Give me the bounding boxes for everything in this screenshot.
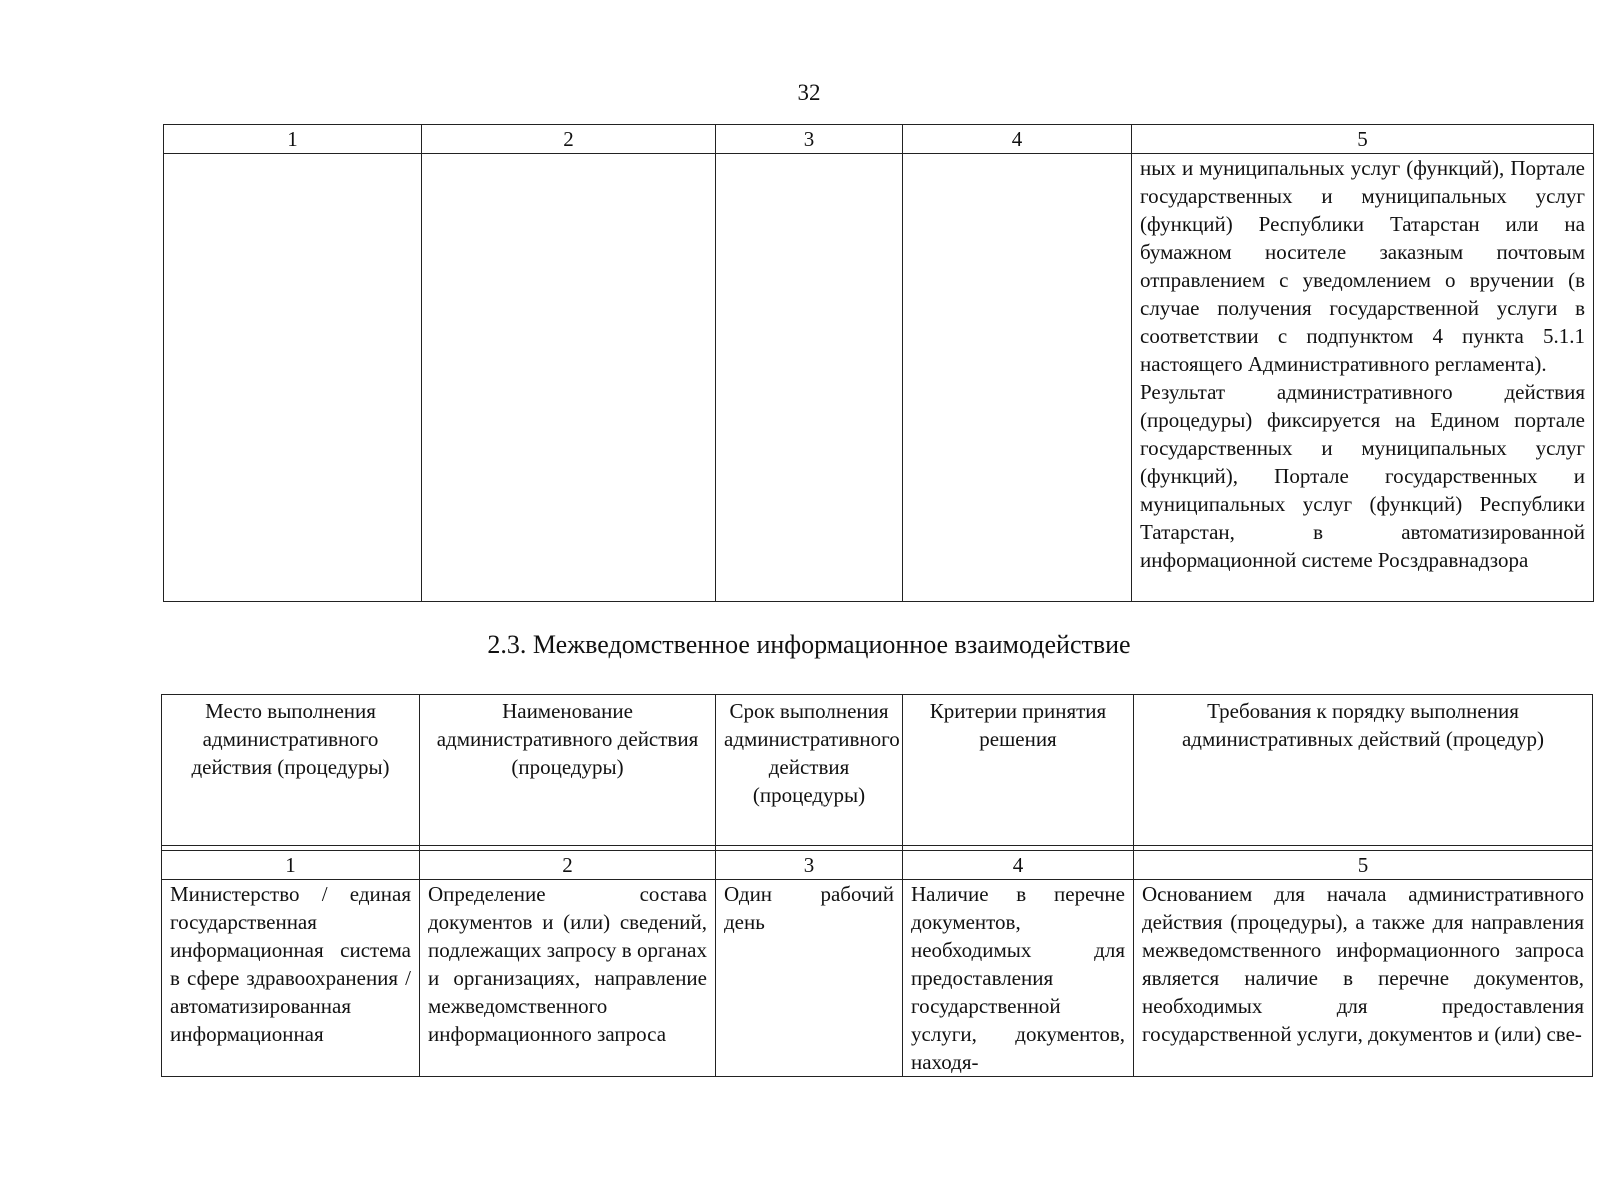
cell-deadline: Один рабочий день xyxy=(716,880,903,1077)
cell-criteria: Наличие в перечне документов, необходимых для предоставления государственной услуги, документов, находя- xyxy=(903,880,1134,1077)
page-number: 32 xyxy=(797,80,821,105)
column-number: 4 xyxy=(903,851,1134,880)
column-number: 4 xyxy=(903,125,1132,154)
bottom-table xyxy=(161,694,1593,1077)
column-number: 2 xyxy=(420,851,716,880)
header-row xyxy=(162,695,1593,846)
column-number: 1 xyxy=(164,125,422,154)
cell-col1 xyxy=(164,154,422,602)
cell-place: Министерство / единая государственная информационная система в сфере здравоохранения / автоматизированная информационная xyxy=(162,880,420,1077)
cell-action-name: Определение состава документов и (или) сведений, подлежащих запросу в органах и организациях, направление межведомственного информационного запроса xyxy=(420,880,716,1077)
column-number-row xyxy=(162,851,1593,880)
table-row xyxy=(162,880,1593,1077)
section-heading: 2.3. Межведомственное информационное взаимодействие xyxy=(487,630,1131,659)
cell-col2 xyxy=(422,154,716,602)
column-number: 2 xyxy=(422,125,716,154)
header-requirements: Требования к порядку выполнения административных действий (процедур) xyxy=(1134,695,1593,846)
column-number-row xyxy=(164,125,1594,154)
column-number: 5 xyxy=(1134,851,1593,880)
column-number: 3 xyxy=(716,851,903,880)
column-number: 3 xyxy=(716,125,903,154)
cell-col5 xyxy=(1132,154,1594,602)
column-number: 5 xyxy=(1132,125,1594,154)
top-table xyxy=(163,124,1594,602)
cell-col3 xyxy=(716,154,903,602)
cell-requirements: Основанием для начала административного действия (процедуры), а также для направления межведомственного информационного запроса является наличие в перечне документов, необходимых для предоставления государственной услуги, документов и (или) све- xyxy=(1134,880,1593,1077)
column-number: 1 xyxy=(162,851,420,880)
table-row xyxy=(164,154,1594,602)
header-deadline: Срок выполнения административного действия (процедуры) xyxy=(716,695,903,846)
header-action-name: Наименование административного действия (процедуры) xyxy=(420,695,716,846)
header-place: Место выполнения административного действия (процедуры) xyxy=(162,695,420,846)
result-paragraph-1: ных и муниципальных услуг (функций), Портале государственных и муниципальных услуг (функций) Республики Татарстан или на бумажном носителе заказным почтовым отправлением с уведомлением о вручении (в случае получения государственной услуги в соответствии с подпунктом 4 пункта 5.1.1 настоящего Административного регламента). xyxy=(1140,156,1585,376)
result-paragraph-2: Результат административного действия (процедуры) фиксируется на Едином портале государственных и муниципальных услуг (функций), Портале государственных и муниципальных услуг (функций) Республики Татарстан, в автоматизированной информационной системе Росздравнадзора xyxy=(1140,380,1585,572)
cell-col4 xyxy=(903,154,1132,602)
header-criteria: Критерии принятия решения xyxy=(903,695,1134,846)
